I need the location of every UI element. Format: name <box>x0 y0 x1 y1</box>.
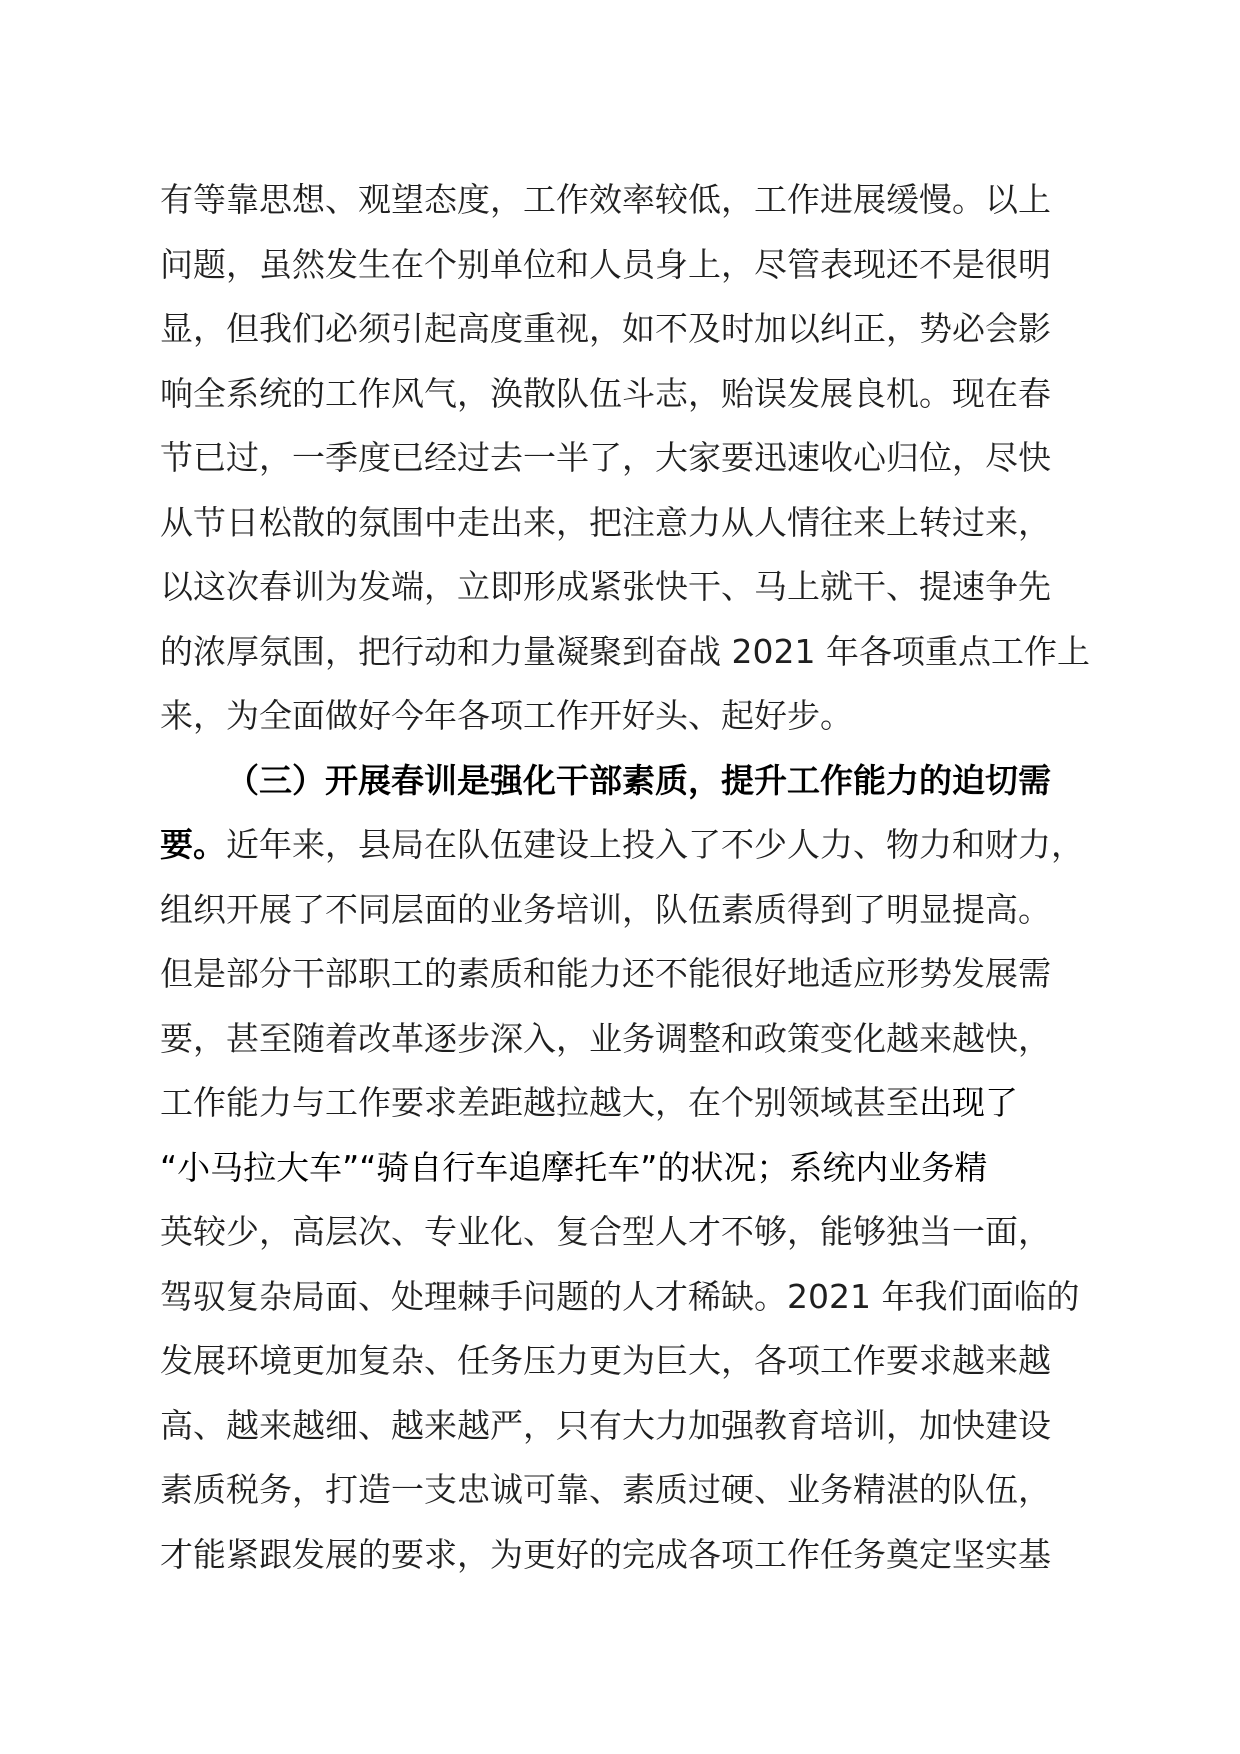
document-body <box>160 168 1120 1587</box>
body-line: 响全系统的工作风气，涣散队伍斗志，贻误发展良机。现在春 <box>160 373 1051 413</box>
section-heading-continuation <box>160 813 1120 878</box>
body-line: 但是部分干部职工的素质和能力还不能很好地适应形势发展需 <box>160 954 1051 993</box>
body-line <box>160 1071 1120 1136</box>
body-line: 来，为全面做好今年各项工作开好头、起好步。 <box>160 696 853 735</box>
body-line: 高、越来越细、越来越严，只有大力加强教育培训，加快建设 <box>160 1405 1051 1445</box>
body-line: 节已过，一季度已经过去一半了，大家要迅速收心归位，尽快 <box>160 438 1051 477</box>
section-heading: （三）开展春训是强化干部素质，提升工作能力的迫切需 <box>226 760 1051 800</box>
body-line: “小马拉大车”“骑自行车追摩托车”的状况；系统内业务精 <box>160 1147 988 1187</box>
body-line: 才能紧跟发展的要求，为更好的完成各项工作任务奠定坚实基 <box>160 1534 1051 1574</box>
body-line: 组织开展了不同层面的业务培训，队伍素质得到了明显提高。 <box>160 889 1051 929</box>
body-line: 从节日松散的氛围中走出来，把注意力从人情往来上转过来， <box>160 502 1051 542</box>
body-line: 以这次春训为发端，立即形成紧张快干、马上就干、提速争先 <box>160 567 1051 606</box>
body-line: 英较少，高层次、专业化、复合型人才不够，能够独当一面， <box>160 1212 1051 1251</box>
body-line: 显，但我们必须引起高度重视，如不及时加以纠正，势必会影 <box>160 309 1051 348</box>
body-line: 要，甚至随着改革逐步深入，业务调整和政策变化越来越快， <box>160 1018 1051 1058</box>
body-text: 工作能力与工作要求差距越拉越大，在个别领域甚至 <box>160 1083 919 1122</box>
body-line: 的浓厚氛围，把行动和力量凝聚到奋战 2021 年各项重点工作上 <box>160 631 1090 671</box>
body-text-emphasis: 出现了 <box>919 1083 1018 1122</box>
body-line: 有等靠思想、观望态度，工作效率较低，工作进展缓慢。以上 <box>160 180 1051 219</box>
section-heading-end: 要。 <box>160 825 226 864</box>
body-line: 发展环境更加复杂、任务压力更为巨大，各项工作要求越来越 <box>160 1341 1051 1380</box>
body-line: 素质税务，打造一支忠诚可靠、素质过硬、业务精湛的队伍， <box>160 1470 1051 1509</box>
body-line: 驾驭复杂局面、处理棘手问题的人才稀缺。2021 年我们面临的 <box>160 1276 1080 1316</box>
body-line: 问题，虽然发生在个别单位和人员身上，尽管表现还不是很明 <box>160 244 1051 284</box>
body-text: 近年来，县局在队伍建设上投入了不少人力、物力和财力， <box>226 825 1084 864</box>
